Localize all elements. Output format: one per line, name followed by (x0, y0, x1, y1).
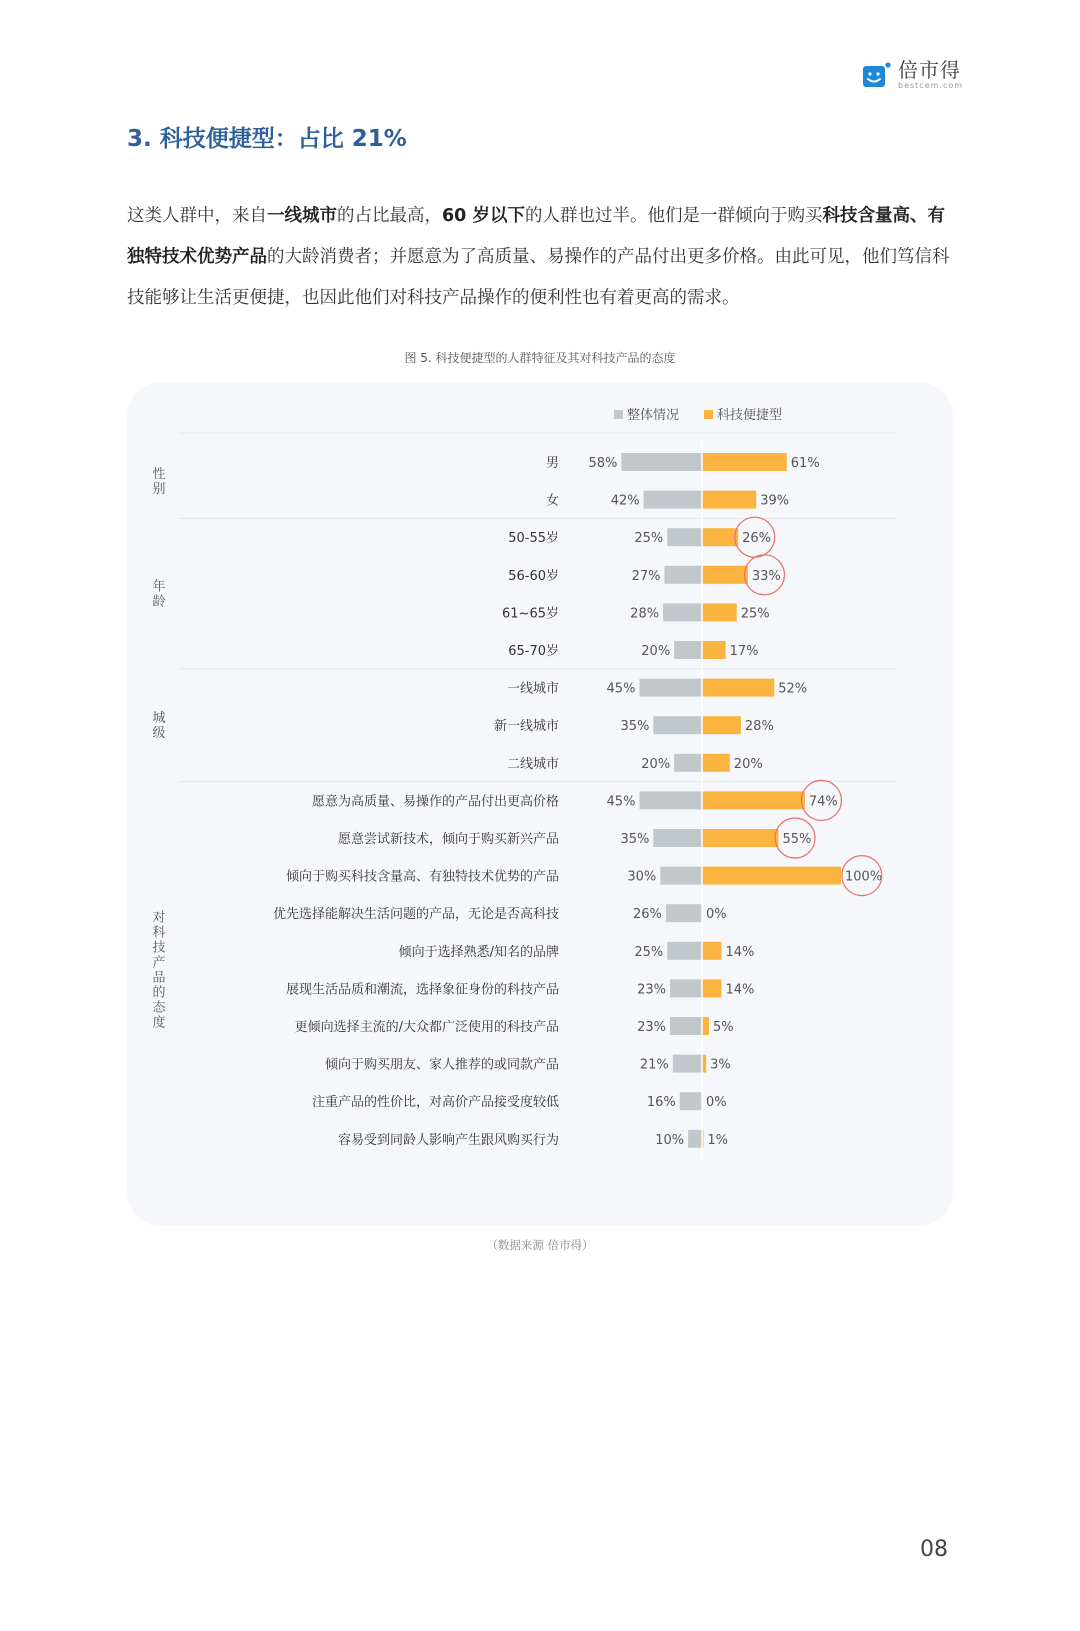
value-label-overall: 16% (646, 1095, 676, 1111)
bar-overall (674, 641, 702, 659)
category-label: 一线城市 (506, 681, 559, 697)
figure-title: 图 5. 科技便捷型的人群特征及其对科技产品的态度 (404, 351, 676, 365)
section-title: 3. 科技便捷型：占比 21% (127, 126, 407, 152)
category-label: 二线城市 (506, 756, 559, 772)
value-label-overall: 42% (610, 493, 640, 509)
value-label-tech: 14% (725, 944, 755, 960)
value-label-tech: 52% (778, 681, 808, 697)
value-label-tech: 61% (790, 456, 820, 471)
value-label-overall: 20% (641, 756, 671, 772)
value-label-overall: 45% (606, 681, 636, 697)
value-label-overall: 10% (655, 1132, 685, 1148)
value-label-overall: 45% (606, 794, 636, 810)
value-label-overall: 21% (639, 1057, 669, 1073)
bar-tech (702, 641, 726, 659)
value-label-tech: 55% (782, 832, 812, 847)
value-label-tech: 17% (729, 644, 759, 659)
group-label: 对科技产品的态度 (152, 910, 166, 1031)
value-label-overall: 28% (630, 606, 660, 622)
value-label-overall: 27% (631, 568, 661, 584)
brand-logo (862, 58, 963, 92)
page-number: 08 (920, 1537, 948, 1562)
group-label: 城级 (152, 711, 166, 742)
value-label-tech: 100% (845, 869, 883, 885)
bar-overall (673, 1055, 702, 1073)
bar-tech (702, 754, 730, 772)
bold-phrase: 60 岁以下 (442, 206, 525, 226)
brand-name: 倍市得 (898, 58, 961, 82)
value-label-tech: 39% (760, 493, 790, 509)
category-label: 愿意为高质量、易操作的产品付出更高价格 (311, 794, 559, 810)
bar-tech (702, 942, 721, 960)
category-label: 更倾向选择主流的/大众都广泛使用的科技产品 (294, 1020, 559, 1035)
value-label-overall: 30% (627, 869, 657, 885)
value-label-overall: 25% (634, 944, 664, 960)
category-label: 优先选择能解决生活问题的产品，无论是否高科技 (272, 907, 559, 923)
value-label-tech: 0% (706, 1095, 727, 1111)
bar-tech (702, 679, 774, 697)
text-run: 的大龄消费者；并愿意为了高质量、易操作的产品付出更多价格。由此可见，他们笃信科技能够让生活更便捷，也因此他们对科技产品操作的便利性也有着更高的需求。 (127, 247, 950, 308)
category-label: 倾向于购买科技含量高、有独特技术优势的产品 (285, 869, 559, 885)
value-label-overall: 26% (632, 907, 662, 923)
bar-overall (680, 1092, 702, 1110)
category-label: 50-55岁 (508, 531, 559, 547)
bar-overall (688, 1130, 702, 1148)
value-label-tech: 26% (742, 531, 772, 547)
value-label-tech: 5% (712, 1020, 734, 1035)
category-label: 61~65岁 (502, 606, 559, 622)
bar-overall (664, 566, 702, 584)
category-label: 新一线城市 (493, 719, 559, 735)
group-label: 性别 (152, 466, 166, 497)
legend-label-overall: 整体情况 (627, 408, 680, 423)
value-label-overall: 23% (637, 1020, 667, 1035)
smiley-logo-icon (862, 61, 892, 89)
value-label-overall: 35% (620, 719, 650, 735)
value-label-tech: 25% (740, 606, 770, 622)
bar-overall (670, 979, 702, 997)
bar-overall (653, 716, 702, 734)
text-run: 这类人群中，来自 (127, 206, 267, 226)
data-source: （数据来源 倍市得） (486, 1238, 594, 1252)
bar-tech (702, 491, 756, 509)
bar-tech (702, 528, 738, 546)
brand-sub: bestcem.com (898, 81, 964, 90)
category-label: 注重产品的性价比，对高价产品接受度较低 (311, 1095, 559, 1111)
value-label-overall: 58% (588, 456, 618, 471)
category-label: 倾向于购买朋友、家人推荐的或同款产品 (324, 1057, 559, 1073)
text-run: 的占比最高， (337, 206, 442, 226)
value-label-overall: 25% (634, 531, 664, 547)
value-label-tech: 1% (707, 1132, 729, 1148)
diverging-bar-chart (127, 382, 953, 1226)
value-label-tech: 0% (706, 907, 727, 923)
bar-tech (702, 867, 841, 885)
bar-overall (621, 453, 702, 471)
bar-tech (702, 1017, 709, 1035)
bar-tech (702, 979, 721, 997)
bar-tech (702, 566, 748, 584)
bar-tech (702, 829, 778, 847)
group-label: 年龄 (152, 579, 166, 610)
bar-overall (639, 679, 702, 697)
value-label-tech: 74% (808, 794, 838, 810)
bold-phrase: 一线城市 (267, 206, 337, 226)
chart-panel (127, 382, 953, 1226)
bar-overall (644, 491, 702, 509)
bar-tech (702, 716, 741, 734)
bold-phrase: 科技含量高、有独特技术优势产品 (127, 206, 945, 267)
category-label: 展现生活品质和潮流，选择象征身份的科技产品 (285, 982, 559, 998)
bar-overall (663, 603, 702, 621)
value-label-overall: 35% (620, 832, 650, 847)
value-label-overall: 23% (637, 982, 667, 998)
category-label: 愿意尝试新技术，倾向于购买新兴产品 (337, 832, 559, 847)
bar-overall (639, 791, 702, 809)
category-label: 倾向于选择熟悉/知名的品牌 (398, 944, 559, 960)
bar-tech (702, 791, 805, 809)
bar-overall (670, 1017, 702, 1035)
bar-overall (667, 942, 702, 960)
intro-paragraph (127, 196, 957, 319)
value-label-tech: 14% (725, 982, 755, 998)
category-label: 男 (545, 456, 559, 471)
value-label-tech: 3% (710, 1057, 731, 1073)
bar-overall (666, 904, 702, 922)
bar-overall (660, 867, 702, 885)
category-label: 容易受到同龄人影响产生跟风购买行为 (337, 1132, 559, 1148)
category-label: 女 (545, 493, 559, 509)
value-label-tech: 28% (744, 719, 774, 735)
value-label-overall: 20% (641, 644, 671, 659)
text-run: 的人群也过半。他们是一群倾向于购买 (524, 206, 823, 226)
bar-overall (653, 829, 702, 847)
legend-label-tech: 科技便捷型 (717, 408, 783, 423)
legend-swatch-tech (704, 410, 713, 419)
bar-tech (702, 603, 737, 621)
category-label: 56-60岁 (508, 568, 559, 584)
bar-overall (674, 754, 702, 772)
category-label: 65-70岁 (508, 644, 559, 659)
value-label-tech: 20% (733, 756, 763, 772)
value-label-tech: 33% (751, 568, 781, 584)
bar-overall (667, 528, 702, 546)
bar-tech (702, 453, 787, 471)
legend-swatch-overall (614, 410, 623, 419)
